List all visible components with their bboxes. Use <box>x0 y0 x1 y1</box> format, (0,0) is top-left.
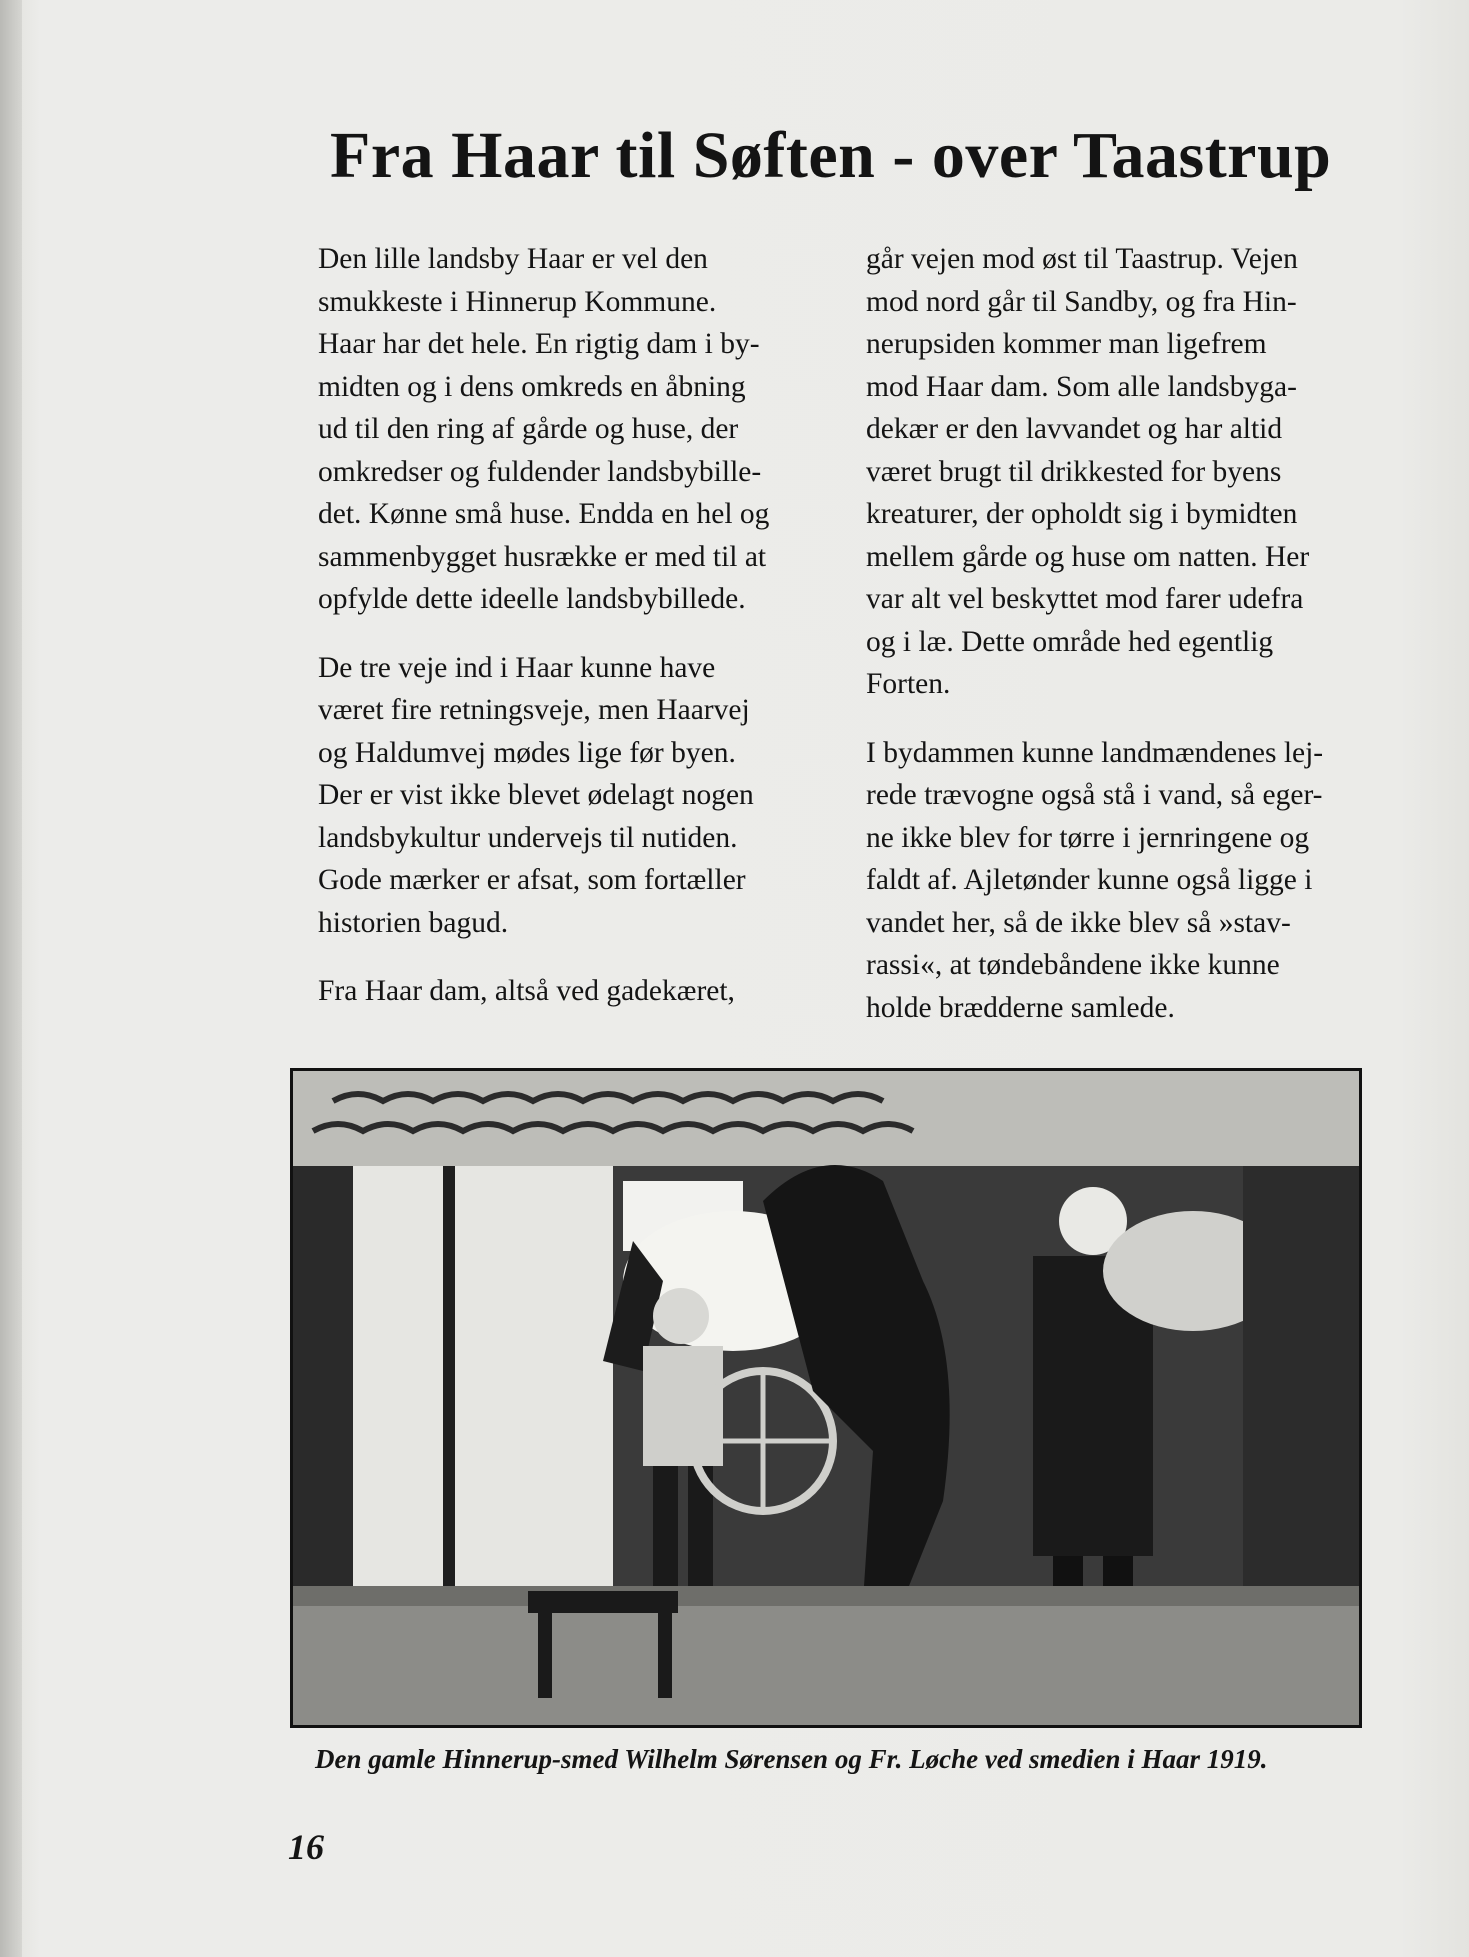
text-line: landsbykultur undervejs til nutiden. <box>318 821 738 854</box>
text-line: Fra Haar dam, altså ved gadekæret, <box>318 975 735 1007</box>
text-line: var alt vel beskyttet mod farer udefra <box>866 583 1304 615</box>
text-line: været fire retningsveje, men Haarvej <box>318 694 750 726</box>
left-column-paragraph <box>318 970 818 1013</box>
left-text-column <box>318 238 818 1039</box>
text-line: Haar har det hele. En rigtig dam i by- <box>318 328 760 360</box>
text-line: midten og i dens omkreds en åbning <box>318 370 746 403</box>
text-line: Forten. <box>866 668 951 700</box>
text-line: ud til den ring af gårde og huse, der <box>318 413 739 445</box>
text-line: det. Kønne små huse. Endda en hel og <box>318 498 770 530</box>
left-column-paragraph <box>318 647 818 945</box>
historical-photo <box>290 1068 1362 1728</box>
text-line: mod nord går til Sandby, og fra Hin- <box>866 285 1297 318</box>
text-line: dekær er den lavvandet og har altid <box>866 413 1283 445</box>
text-line: været brugt til drikkested for byens <box>866 455 1282 488</box>
text-line: og Haldumvej mødes lige før byen. <box>318 736 736 769</box>
page-number: 16 <box>288 1827 324 1867</box>
text-line: smukkeste i Hinnerup Kommune. <box>318 285 717 318</box>
right-column-paragraph <box>866 732 1366 1030</box>
text-line: kreaturer, der opholdt sig i bymidten <box>866 498 1298 530</box>
text-line: holde brædderne samlede. <box>866 991 1175 1024</box>
photo-illustration <box>293 1071 1359 1725</box>
text-line: Den lille landsby Haar er vel den <box>318 243 708 275</box>
text-line: mellem gårde og huse om natten. Her <box>866 540 1310 573</box>
text-line: faldt af. Ajletønder kunne også ligge i <box>866 864 1313 896</box>
text-line: historien bagud. <box>318 906 509 939</box>
text-line: rassi«, at tøndebåndene ikke kunne <box>866 949 1280 981</box>
text-line: Der er vist ikke blevet ødelagt nogen <box>318 779 754 811</box>
text-line: rede trævogne også stå i vand, så eger- <box>866 779 1323 811</box>
text-line: og i læ. Dette område hed egentlig <box>866 625 1274 658</box>
left-column-paragraph <box>318 238 818 621</box>
text-line: Gode mærker er afsat, som fortæller <box>318 864 746 896</box>
text-line: ne ikke blev for tørre i jernringene og <box>866 821 1310 854</box>
text-line: vandet her, så de ikke blev så »stav- <box>866 906 1291 939</box>
right-text-column <box>866 238 1366 1055</box>
right-column-paragraph <box>866 238 1366 706</box>
text-line: går vejen mod øst til Taastrup. Vejen <box>866 243 1298 275</box>
text-line: omkredser og fuldender landsbybille- <box>318 455 762 488</box>
text-line: sammenbygget husrække er med til at <box>318 540 767 573</box>
text-line: De tre veje ind i Haar kunne have <box>318 651 716 684</box>
photo-caption: Den gamle Hinnerup-smed Wilhelm Sørensen og Fr. Løche ved smedien i Haar 1919. <box>315 1744 1268 1774</box>
text-line: opfylde dette ideelle landsbybillede. <box>318 583 746 615</box>
page-title: Fra Haar til Søften - over Taastrup <box>330 119 1332 192</box>
text-line: mod Haar dam. Som alle landsbyga- <box>866 370 1297 403</box>
text-line: nerupsiden kommer man ligefrem <box>866 328 1267 360</box>
text-line: I bydammen kunne landmændenes lej- <box>866 736 1324 769</box>
book-spine <box>0 0 22 1957</box>
